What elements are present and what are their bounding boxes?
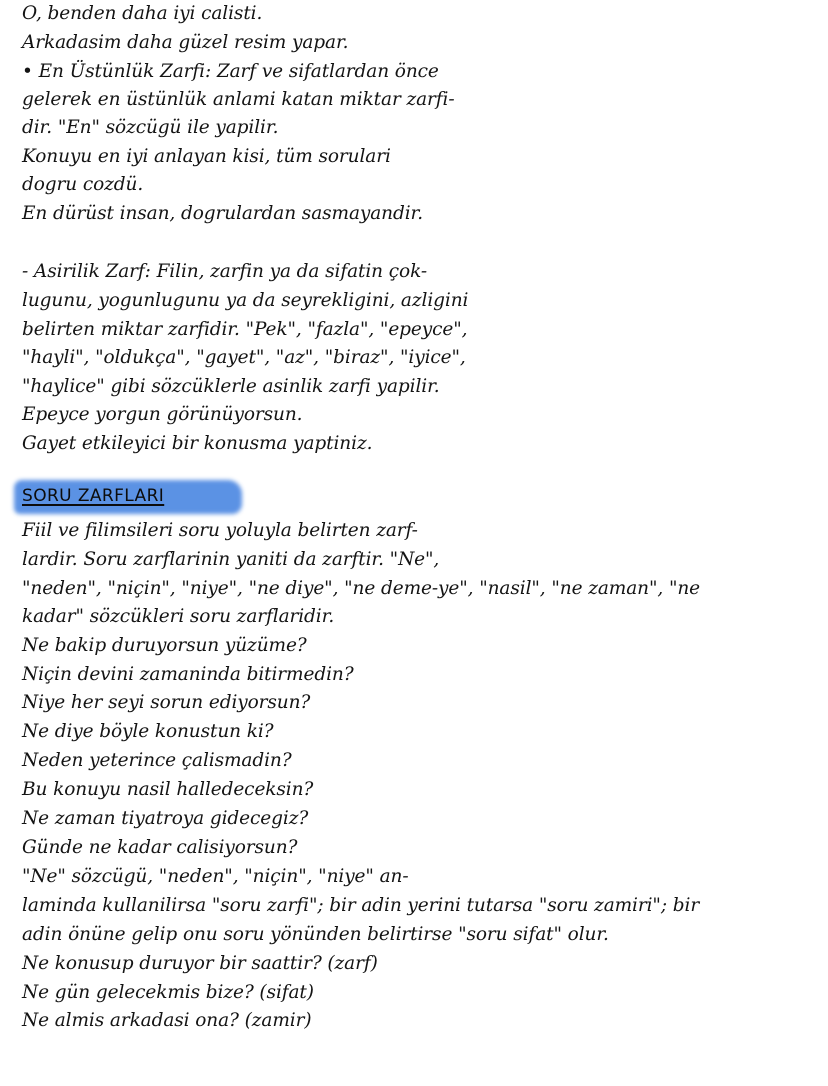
text-line: Konuyu en iyi anlayan kisi, tüm sorulari xyxy=(22,146,391,167)
text-line: dogru cozdü. xyxy=(22,174,144,195)
section-heading-block xyxy=(14,476,246,516)
text-line: Neden yeterince çalismadin? xyxy=(22,750,292,771)
text-line: Ne konusup duruyor bir saattir? (zarf) xyxy=(22,953,378,974)
text-line: Ne zaman tiyatroya gidecegiz? xyxy=(22,808,309,829)
text-line: Ne bakip duruyorsun yüzüme? xyxy=(22,635,307,656)
text-line: Ne almis arkadasi ona? (zamir) xyxy=(22,1010,312,1031)
text-line: "hayli", "oldukça", "gayet", "az", "biraz", "iyice", xyxy=(22,347,466,368)
text-line: adin önüne gelip onu soru yönünden belirtirse "soru sifat" olur. xyxy=(22,924,609,945)
text-line: Bu konuyu nasil halledeceksin? xyxy=(22,779,314,800)
text-line: - Asirilik Zarf: Filin, zarfin ya da sifatin çok- xyxy=(22,261,428,282)
text-line: "neden", "niçin", "niye", "ne diye", "ne deme-ye", "nasil", "ne zaman", "ne xyxy=(22,578,701,599)
text-line: dir. "En" sözcügü ile yapilir. xyxy=(22,117,279,138)
text-line: belirten miktar zarfidir. "Pek", "fazla", "epeyce", xyxy=(22,319,468,340)
text-line: Niçin devini zamaninda bitirmedin? xyxy=(22,664,354,685)
text-line: kadar" sözcükleri soru zarflaridir. xyxy=(22,606,335,627)
text-line: Arkadasim daha güzel resim yapar. xyxy=(22,32,349,53)
text-line: lardir. Soru zarflarinin yaniti da zarftir. "Ne", xyxy=(22,549,440,570)
text-line: lugunu, yogunlugunu ya da seyrekligini, azligini xyxy=(22,290,469,311)
text-line: "haylice" gibi sözcüklerle asinlik zarfi yapilir. xyxy=(22,376,440,397)
text-line: "Ne" sözcügü, "neden", "niçin", "niye" an- xyxy=(22,866,409,887)
text-line: gelerek en üstünlük anlami katan miktar zarfi- xyxy=(22,89,455,110)
text-line: Fiil ve filimsileri soru yoluyla belirten zarf- xyxy=(22,520,418,541)
text-line: Ne diye böyle konustun ki? xyxy=(22,721,274,742)
text-line: En dürüst insan, dogrulardan sasmayandir. xyxy=(22,203,424,224)
text-line: Günde ne kadar calisiyorsun? xyxy=(22,837,298,858)
text-line: Ne gün gelecekmis bize? (sifat) xyxy=(22,982,314,1003)
text-line: laminda kullanilirsa "soru zarfi"; bir adin yerini tutarsa "soru zamiri"; bir xyxy=(22,895,700,916)
section-heading: SORU ZARFLARI xyxy=(22,486,165,506)
text-line: • En Üstünlük Zarfi: Zarf ve sifatlardan önce xyxy=(22,61,439,82)
text-line: O, benden daha iyi calisti. xyxy=(22,3,263,24)
text-line: Niye her seyi sorun ediyorsun? xyxy=(22,692,311,713)
text-line: Epeyce yorgun görünüyorsun. xyxy=(22,404,303,425)
text-line: Gayet etkileyici bir konusma yaptiniz. xyxy=(22,433,373,454)
